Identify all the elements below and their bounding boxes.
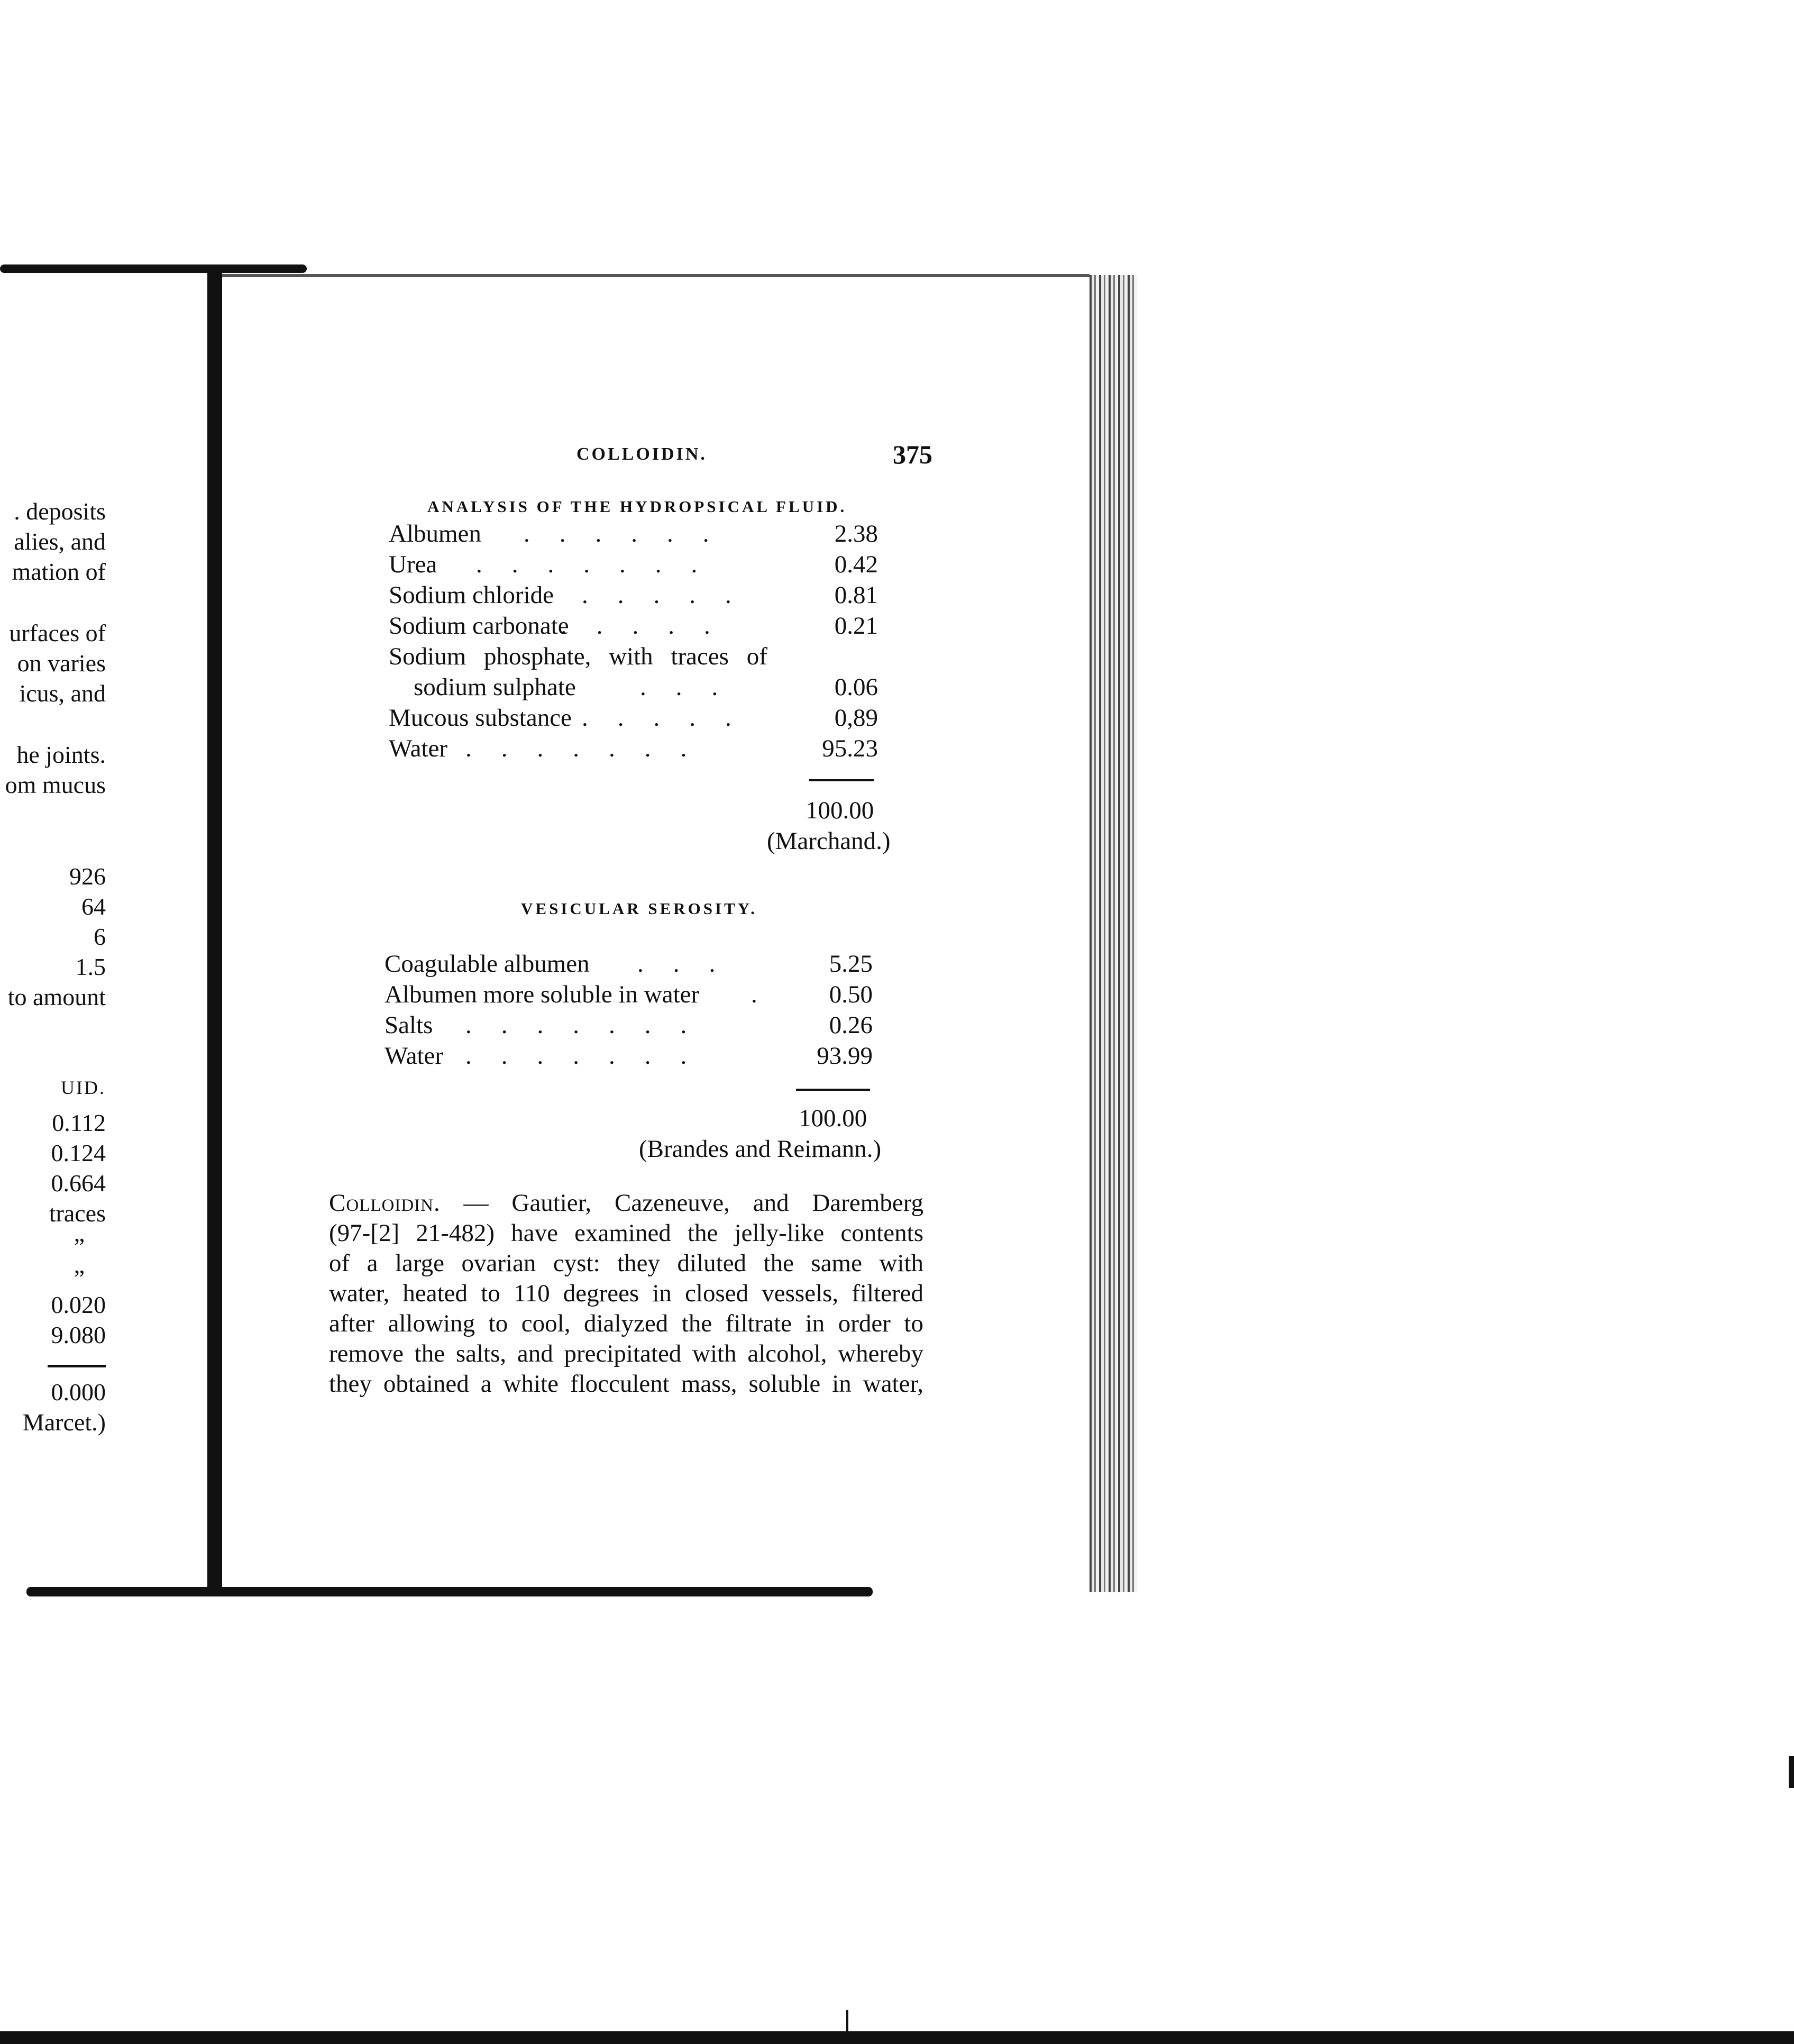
- row-value: 0.21: [834, 612, 878, 640]
- table-row: Coagulable albumen ... 5.25: [385, 950, 873, 978]
- row-label: Salts: [385, 1011, 433, 1039]
- left-line: ”: [74, 1265, 85, 1292]
- left-line: icus, and: [19, 680, 106, 707]
- left-line: . deposits: [14, 498, 106, 525]
- paragraph-line: after allowing to cool, dialyzed the filtrate in order to: [329, 1310, 923, 1337]
- sum-rule: [796, 1089, 870, 1091]
- table-total: 100.00: [799, 1105, 867, 1132]
- scan-mark-right: [1789, 1756, 1794, 1788]
- left-line: 0.000: [51, 1379, 106, 1406]
- paragraph-line: Colloidin. — Gautier, Cazeneuve, and Daremberg: [329, 1189, 923, 1217]
- left-line: alies, and: [14, 528, 106, 555]
- row-label: Coagulable albumen: [385, 950, 590, 978]
- table-source: (Marchand.): [767, 827, 891, 855]
- row-value: 0,89: [834, 704, 878, 732]
- row-value: 5.25: [829, 950, 873, 978]
- paragraph-line: (97-[2] 21-482) have examined the jelly-like contents: [329, 1219, 923, 1247]
- table-row: Mucous substance ..... 0,89: [389, 704, 878, 732]
- paragraph-line: they obtained a white flocculent mass, soluble in water,: [329, 1370, 923, 1398]
- table-row: Albumen ...... 2.38: [389, 520, 878, 548]
- colloidin-paragraph: [329, 1188, 923, 1399]
- row-label: Albumen: [389, 520, 481, 548]
- table-row: Water ....... 95.23: [389, 735, 878, 762]
- left-line: on varies: [17, 650, 106, 677]
- table-row: Albumen more soluble in water . 0.50: [385, 981, 873, 1008]
- row-value: 0.81: [834, 581, 878, 609]
- row-label: Sodium phosphate, with traces of: [389, 643, 767, 670]
- left-line: urfaces of: [9, 619, 106, 646]
- row-label: Sodium carbonate: [389, 612, 569, 640]
- row-value: 95.23: [822, 735, 878, 762]
- paragraph-line: remove the salts, and precipitated with alcohol, whereby: [329, 1340, 923, 1367]
- left-line: 0.664: [51, 1170, 106, 1197]
- row-value: 93.99: [817, 1042, 873, 1070]
- left-line: traces: [49, 1200, 106, 1227]
- vesicular-table-title: VESICULAR SEROSITY.: [521, 899, 758, 918]
- table-row: Sodium carbonate ..... 0.21: [389, 612, 878, 640]
- row-value: 0.50: [829, 981, 873, 1008]
- row-value: 2.38: [834, 520, 878, 548]
- table-source: (Brandes and Reimann.): [639, 1135, 882, 1163]
- left-line: mation of: [12, 558, 106, 585]
- left-line: 0.112: [52, 1109, 106, 1136]
- row-label: Water: [389, 735, 448, 762]
- row-label: Mucous substance: [389, 704, 572, 732]
- scan-mark: [846, 2010, 848, 2031]
- left-line: 0.020: [51, 1291, 106, 1318]
- row-label: sodium sulphate: [414, 673, 576, 701]
- row-label: Water: [385, 1042, 444, 1070]
- table-row: sodium sulphate ... 0.06: [414, 673, 878, 701]
- left-line: ”: [74, 1233, 85, 1260]
- row-label: Urea: [389, 551, 437, 578]
- left-line: UID.: [61, 1077, 106, 1098]
- table-row: Urea ....... 0.42: [389, 551, 878, 578]
- table-total: 100.00: [806, 797, 874, 824]
- left-line: Marcet.): [22, 1409, 106, 1436]
- left-line: om mucus: [5, 771, 106, 798]
- scan-bottom-border: [0, 2031, 1794, 2044]
- left-sum-rule: [48, 1365, 106, 1367]
- paragraph-lead: Colloidin.: [329, 1189, 441, 1217]
- sum-rule: [809, 779, 874, 781]
- table-row: [0, 642, 1794, 672]
- left-line: he joints.: [16, 741, 106, 768]
- left-line: 0.124: [51, 1139, 106, 1166]
- row-value: 0.42: [834, 551, 878, 578]
- paragraph-line: water, heated to 110 degrees in closed vessels, filtered: [329, 1280, 923, 1307]
- row-label: Albumen more soluble in water: [385, 981, 700, 1008]
- table-row: Salts ....... 0.26: [385, 1011, 873, 1039]
- left-line: 64: [81, 893, 106, 920]
- left-line: 9.080: [51, 1321, 106, 1348]
- left-line: 1.5: [75, 953, 106, 980]
- row-value: 0.06: [834, 673, 878, 701]
- paragraph-line: of a large ovarian cyst: they diluted the same with: [329, 1249, 923, 1277]
- row-label: Sodium chloride: [389, 581, 554, 609]
- table-row: Water ....... 93.99: [385, 1042, 873, 1070]
- table-row: Sodium chloride ..... 0.81: [389, 581, 878, 609]
- running-title: COLLOIDIN.: [576, 444, 707, 464]
- analysis-table-title: ANALYSIS OF THE HYDROPSICAL FLUID.: [427, 497, 847, 516]
- left-line: to amount: [7, 983, 106, 1010]
- left-line: 6: [94, 923, 106, 950]
- page-edges: [1090, 275, 1137, 1592]
- left-page-fragment: [0, 264, 217, 1598]
- left-line: 926: [69, 863, 106, 890]
- row-value: 0.26: [829, 1011, 873, 1039]
- page-number: 375: [893, 440, 932, 469]
